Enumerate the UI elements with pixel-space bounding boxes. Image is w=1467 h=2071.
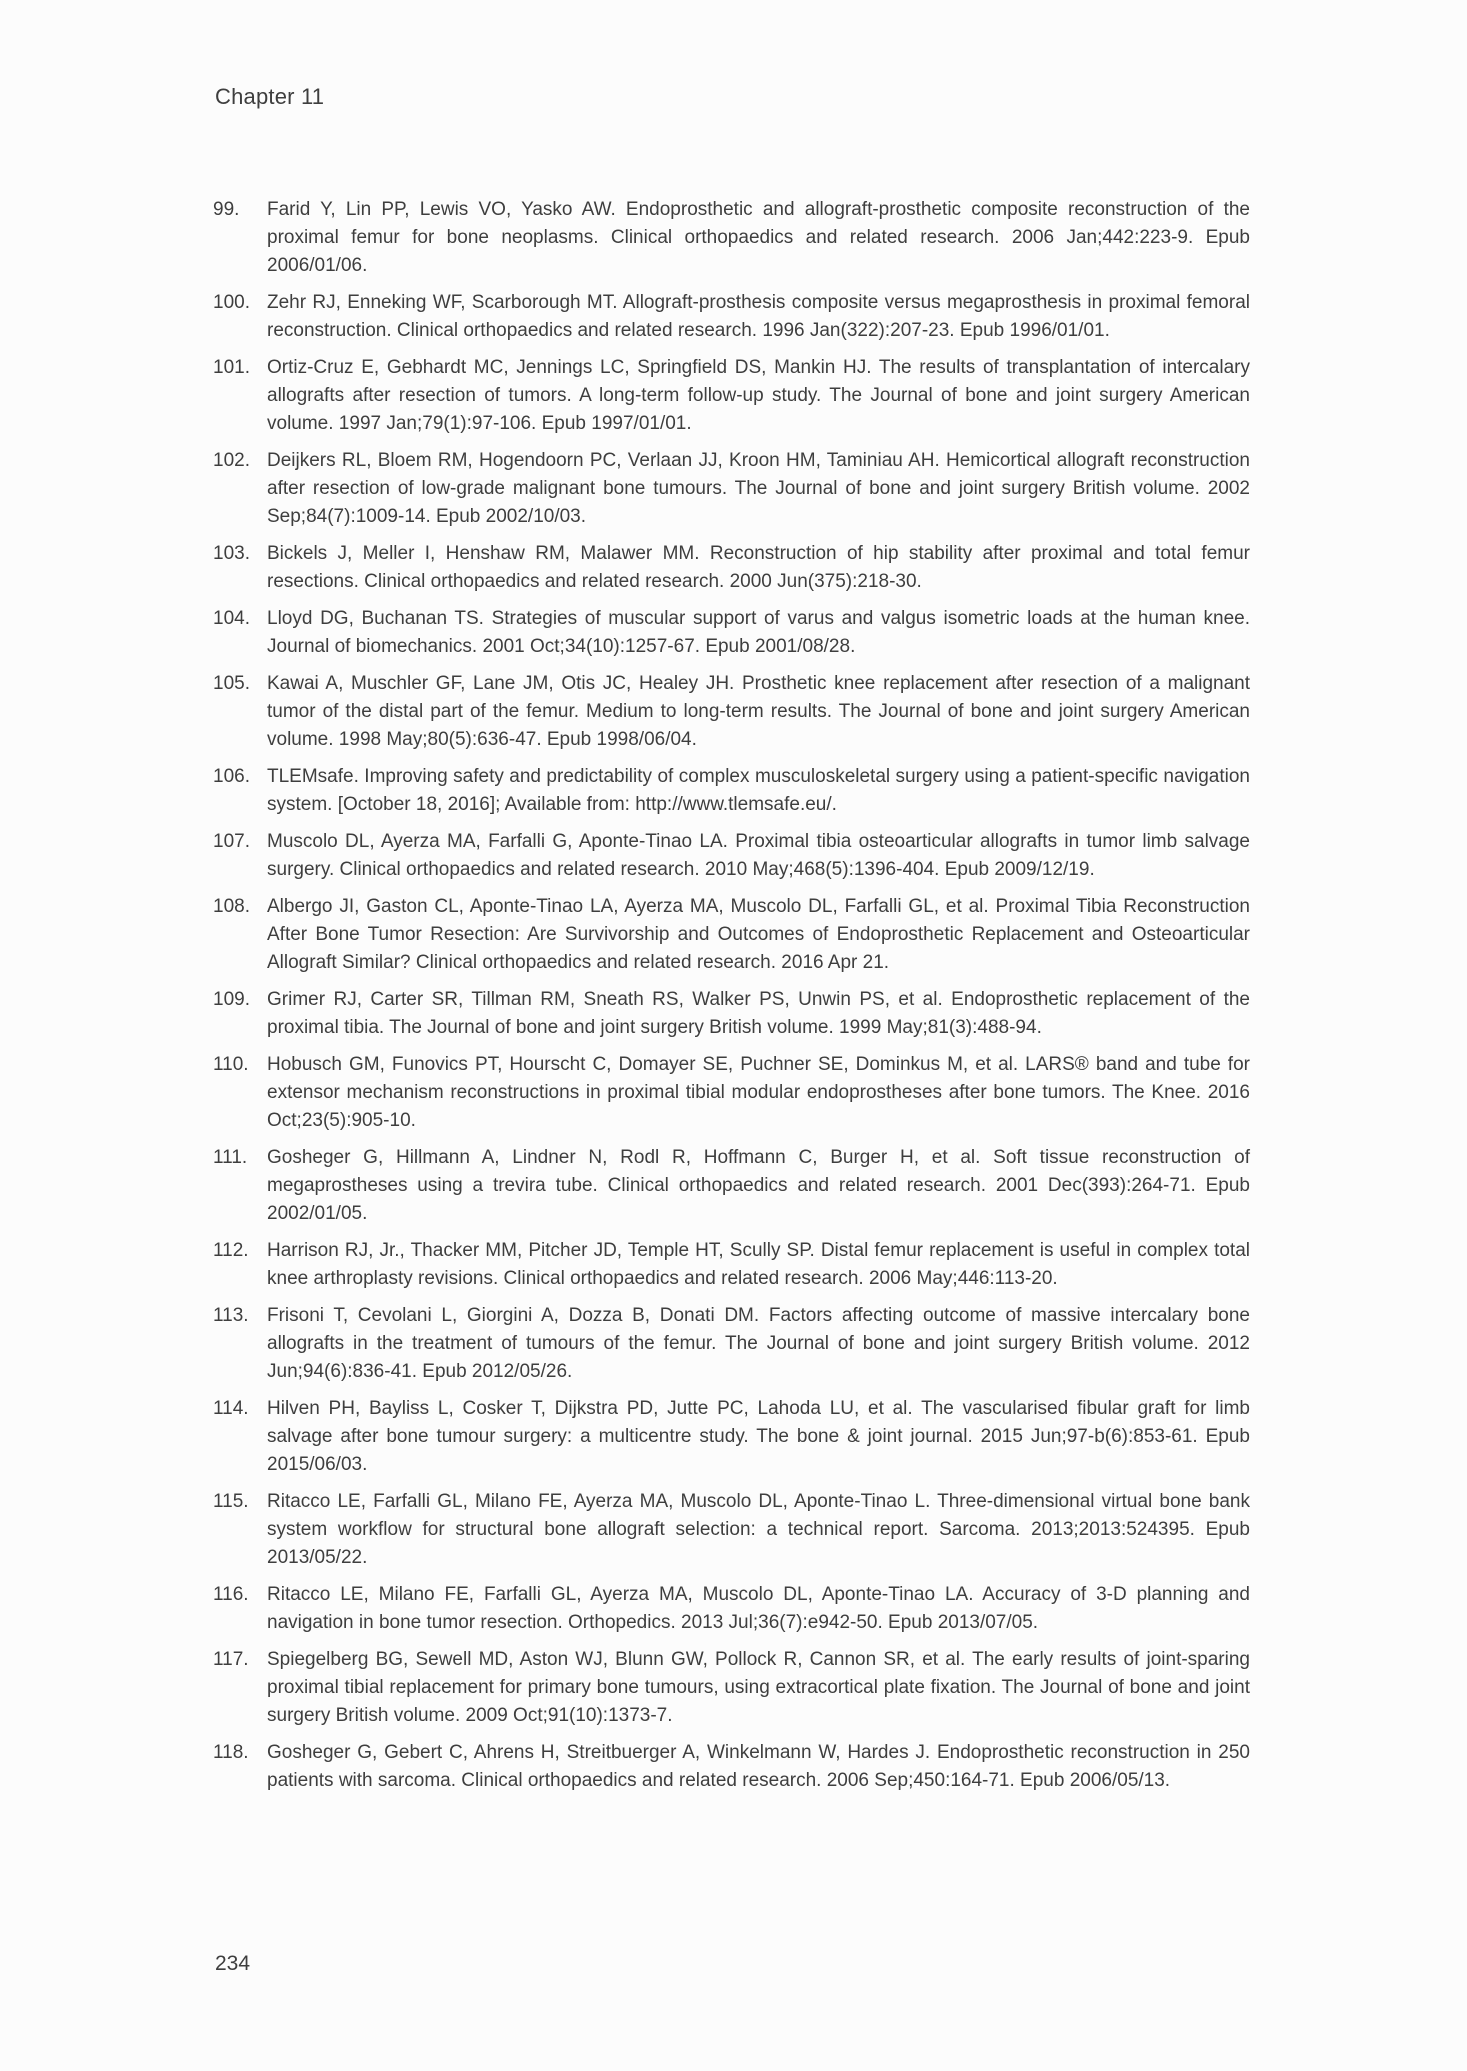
reference-item (213, 196, 1250, 280)
reference-number: 101. (213, 357, 250, 378)
reference-text: Hilven PH, Bayliss L, Cosker T, Dijkstra PD, Jutte PC, Lahoda LU, et al. The vascularised fibular graft for limb salvage after bone tumour surgery: a multicentre study. The bone & joint journal. 2015 Jun;97-b(6):853-61. Epub 2015/06/03. (267, 1398, 1250, 1475)
reference-number: 104. (213, 608, 250, 629)
reference-text: Gosheger G, Hillmann A, Lindner N, Rodl R, Hoffmann C, Burger H, et al. Soft tissue reconstruction of megaprostheses using a trevira tube. Clinical orthopaedics and related research. 2001 Dec(393):264-71. Epub 2002/01/05. (267, 1147, 1250, 1224)
reference-item (213, 605, 1250, 661)
chapter-header: Chapter 11 (215, 84, 325, 109)
reference-text: Grimer RJ, Carter SR, Tillman RM, Sneath RS, Walker PS, Unwin PS, et al. Endoprosthetic replacement of the proximal tibia. The Journal of bone and joint surgery British volume. 1999 May;81(3):488-94. (267, 989, 1250, 1038)
reference-text: Albergo JI, Gaston CL, Aponte-Tinao LA, Ayerza MA, Muscolo DL, Farfalli GL, et al. Proximal Tibia Reconstruction After Bone Tumor Resection: Are Survivorship and Outcomes of Endoprosthetic Replacement and Osteoarticular Allograft Similar? Clinical orthopaedics and related research. 2016 Apr 21. (267, 896, 1250, 973)
reference-number: 108. (213, 896, 250, 917)
reference-number: 113. (213, 1305, 249, 1326)
reference-item (213, 354, 1250, 438)
reference-text: Gosheger G, Gebert C, Ahrens H, Streitbuerger A, Winkelmann W, Hardes J. Endoprosthetic reconstruction in 250 patients with sarcoma. Clinical orthopaedics and related research. 2006 Sep;450:164-71. Epub 2006/05/13. (267, 1742, 1250, 1791)
reference-number: 100. (213, 292, 250, 313)
reference-text: Muscolo DL, Ayerza MA, Farfalli G, Aponte-Tinao LA. Proximal tibia osteoarticular allografts in tumor limb salvage surgery. Clinical orthopaedics and related research. 2010 May;468(5):1396-404. Epub 2009/12/19. (267, 831, 1250, 880)
reference-number: 109. (213, 989, 250, 1010)
reference-item (213, 1646, 1250, 1730)
reference-text: Ritacco LE, Milano FE, Farfalli GL, Ayerza MA, Muscolo DL, Aponte-Tinao LA. Accuracy of 3-D planning and navigation in bone tumor resection. Orthopedics. 2013 Jul;36(7):e942-50. Epub 2013/07/05. (267, 1584, 1250, 1633)
reference-number: 107. (213, 831, 250, 852)
reference-number: 99. (213, 199, 240, 220)
reference-item (213, 289, 1250, 345)
reference-item (213, 1144, 1250, 1228)
page-number: 234 (215, 1952, 251, 1975)
reference-number: 112. (213, 1240, 249, 1261)
reference-text: TLEMsafe. Improving safety and predictability of complex musculoskeletal surgery using a patient-specific navigation system. [October 18, 2016]; Available from: http://www.tlemsafe.eu/. (267, 766, 1250, 815)
reference-list (213, 196, 1250, 1804)
reference-text: Deijkers RL, Bloem RM, Hogendoorn PC, Verlaan JJ, Kroon HM, Taminiau AH. Hemicortical allograft reconstruction after resection of low-grade malignant bone tumours. The Journal of bone and joint surgery British volume. 2002 Sep;84(7):1009-14. Epub 2002/10/03. (267, 450, 1250, 527)
reference-text: Harrison RJ, Jr., Thacker MM, Pitcher JD, Temple HT, Scully SP. Distal femur replacement is useful in complex total knee arthroplasty revisions. Clinical orthopaedics and related research. 2006 May;446:113-20. (267, 1240, 1250, 1289)
reference-item (213, 1395, 1250, 1479)
reference-number: 114. (213, 1398, 249, 1419)
reference-number: 105. (213, 673, 250, 694)
reference-number: 110. (213, 1054, 249, 1075)
reference-number: 111. (213, 1147, 248, 1168)
reference-item (213, 1237, 1250, 1293)
reference-item (213, 1051, 1250, 1135)
reference-text: Frisoni T, Cevolani L, Giorgini A, Dozza B, Donati DM. Factors affecting outcome of massive intercalary bone allografts in the treatment of tumours of the femur. The Journal of bone and joint surgery British volume. 2012 Jun;94(6):836-41. Epub 2012/05/26. (267, 1305, 1250, 1382)
reference-text: Ritacco LE, Farfalli GL, Milano FE, Ayerza MA, Muscolo DL, Aponte-Tinao L. Three-dimensional virtual bone bank system workflow for structural bone allograft selection: a technical report. Sarcoma. 2013;2013:524395. Epub 2013/05/22. (267, 1491, 1250, 1568)
reference-item (213, 540, 1250, 596)
reference-item (213, 828, 1250, 884)
reference-number: 106. (213, 766, 250, 787)
reference-text: Ortiz-Cruz E, Gebhardt MC, Jennings LC, Springfield DS, Mankin HJ. The results of transplantation of intercalary allografts after resection of tumors. A long-term follow-up study. The Journal of bone and joint surgery American volume. 1997 Jan;79(1):97-106. Epub 1997/01/01. (267, 357, 1250, 434)
reference-text: Kawai A, Muschler GF, Lane JM, Otis JC, Healey JH. Prosthetic knee replacement after resection of a malignant tumor of the distal part of the femur. Medium to long-term results. The Journal of bone and joint surgery American volume. 1998 May;80(5):636-47. Epub 1998/06/04. (267, 673, 1250, 750)
reference-text: Hobusch GM, Funovics PT, Hourscht C, Domayer SE, Puchner SE, Dominkus M, et al. LARS® band and tube for extensor mechanism reconstructions in proximal tibial modular endoprostheses after bone tumors. The Knee. 2016 Oct;23(5):905-10. (267, 1054, 1250, 1131)
reference-item (213, 763, 1250, 819)
reference-number: 102. (213, 450, 250, 471)
reference-item (213, 1302, 1250, 1386)
reference-text: Zehr RJ, Enneking WF, Scarborough MT. Allograft-prosthesis composite versus megaprosthesis in proximal femoral reconstruction. Clinical orthopaedics and related research. 1996 Jan(322):207-23. Epub 1996/01/01. (267, 292, 1250, 341)
reference-text: Lloyd DG, Buchanan TS. Strategies of muscular support of varus and valgus isometric loads at the human knee. Journal of biomechanics. 2001 Oct;34(10):1257-67. Epub 2001/08/28. (267, 608, 1250, 657)
reference-item (213, 1488, 1250, 1572)
reference-number: 103. (213, 543, 250, 564)
reference-item (213, 670, 1250, 754)
reference-number: 115. (213, 1491, 249, 1512)
reference-item (213, 447, 1250, 531)
reference-item (213, 893, 1250, 977)
reference-item (213, 986, 1250, 1042)
reference-text: Bickels J, Meller I, Henshaw RM, Malawer MM. Reconstruction of hip stability after proximal and total femur resections. Clinical orthopaedics and related research. 2000 Jun(375):218-30. (267, 543, 1250, 592)
reference-item (213, 1581, 1250, 1637)
reference-number: 118. (213, 1742, 249, 1763)
reference-number: 117. (213, 1649, 249, 1670)
reference-item (213, 1739, 1250, 1795)
reference-number: 116. (213, 1584, 249, 1605)
reference-text: Spiegelberg BG, Sewell MD, Aston WJ, Blunn GW, Pollock R, Cannon SR, et al. The early results of joint-sparing proximal tibial replacement for primary bone tumours, using extracortical plate fixation. The Journal of bone and joint surgery British volume. 2009 Oct;91(10):1373-7. (267, 1649, 1250, 1726)
reference-text: Farid Y, Lin PP, Lewis VO, Yasko AW. Endoprosthetic and allograft-prosthetic composite reconstruction of the proximal femur for bone neoplasms. Clinical orthopaedics and related research. 2006 Jan;442:223-9. Epub 2006/01/06. (267, 199, 1250, 276)
